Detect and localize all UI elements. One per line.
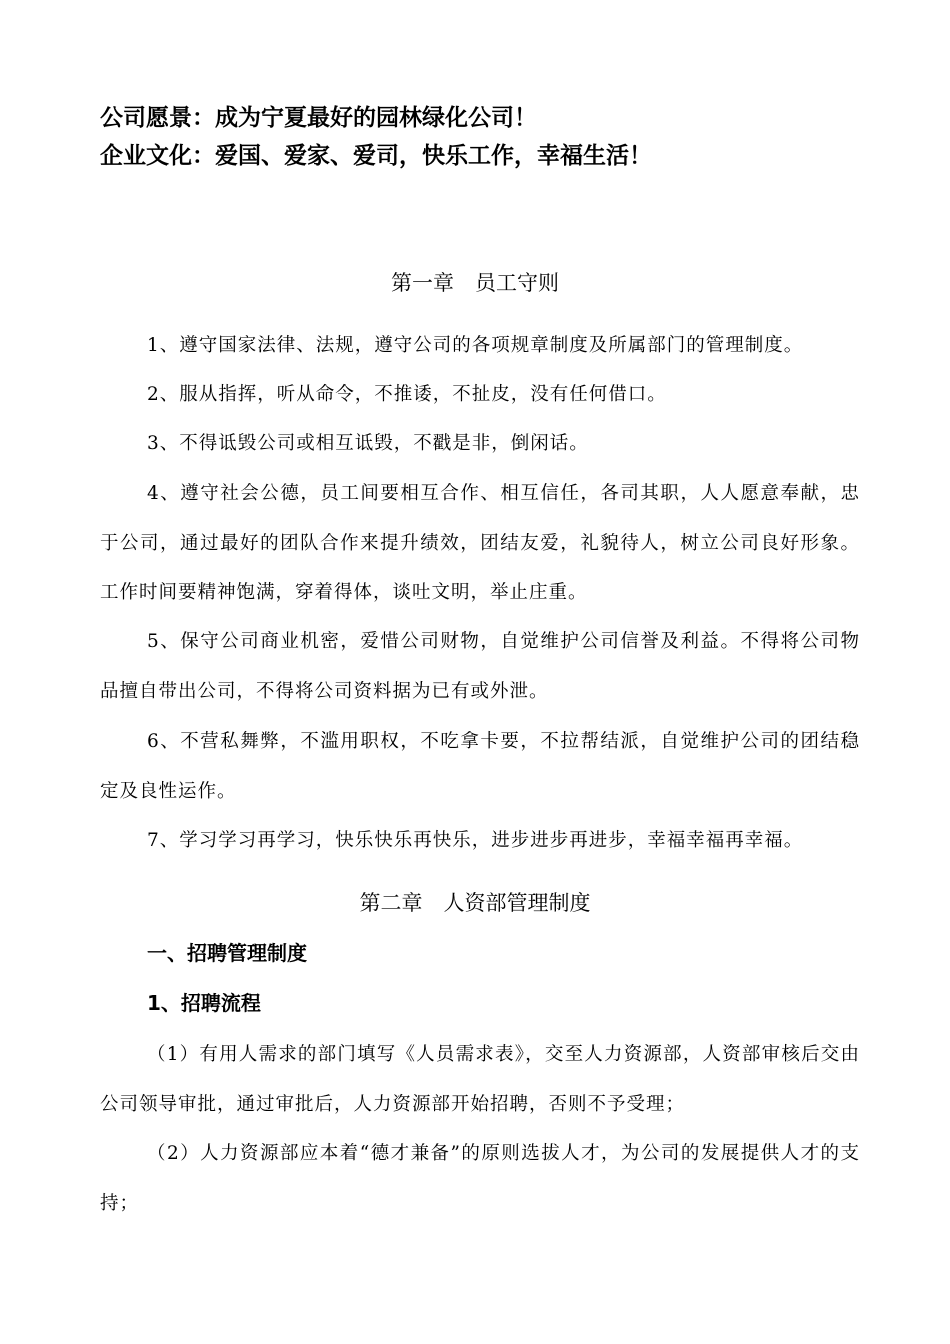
section-recruitment-heading: 一、招聘管理制度 (147, 941, 307, 965)
chapter-1-title: 第一章 员工守则 (391, 271, 559, 295)
chapter-2-title: 第二章 人资部管理制度 (359, 891, 591, 915)
company-culture: 企业文化：爱国、爱家、爱司，快乐工作，幸福生活！ (100, 143, 652, 169)
rule-4: 4、遵守社会公德，员工间要相互合作、相互信任，各司其职，人人愿意奉献，忠于公司，通过最好的团队合作来提升绩效，团结友爱，礼貌待人，树立公司良好形象。工作时间要精神饱满，穿着得体，谈吐文明，举止庄重。 (100, 483, 860, 603)
rule-5: 5、保守公司商业机密，爱惜公司财物，自觉维护公司信誉及利益。不得将公司物品擅自带出公司，不得将公司资料据为已有或外泄。 (100, 631, 860, 702)
rule-3: 3、不得诋毁公司或相互诋毁，不戳是非，倒闲话。 (147, 433, 589, 454)
process-item-1: （1）有用人需求的部门填写《人员需求表》，交至人力资源部，人资部审核后交由公司领导审批，通过审批后，人力资源部开始招聘，否则不予受理； (100, 1044, 860, 1115)
rule-1: 1、遵守国家法律、法规，遵守公司的各项规章制度及所属部门的管理制度。 (147, 335, 804, 356)
subsection-recruitment-process-heading: 1、招聘流程 (147, 991, 261, 1015)
rule-7: 7、学习学习再学习，快乐快乐再快乐，进步进步再进步，幸福幸福再幸福。 (147, 830, 804, 851)
process-item-2: （2）人力资源部应本着“德才兼备”的原则选拔人才，为公司的发展提供人才的支持； (100, 1143, 860, 1214)
rule-6: 6、不营私舞弊，不滥用职权，不吃拿卡要，不拉帮结派，自觉维护公司的团结稳定及良性运作。 (100, 731, 860, 802)
company-vision: 公司愿景：成为宁夏最好的园林绿化公司！ (100, 105, 537, 131)
rule-2: 2、服从指挥，听从命令，不推诿，不扯皮，没有任何借口。 (147, 384, 667, 405)
